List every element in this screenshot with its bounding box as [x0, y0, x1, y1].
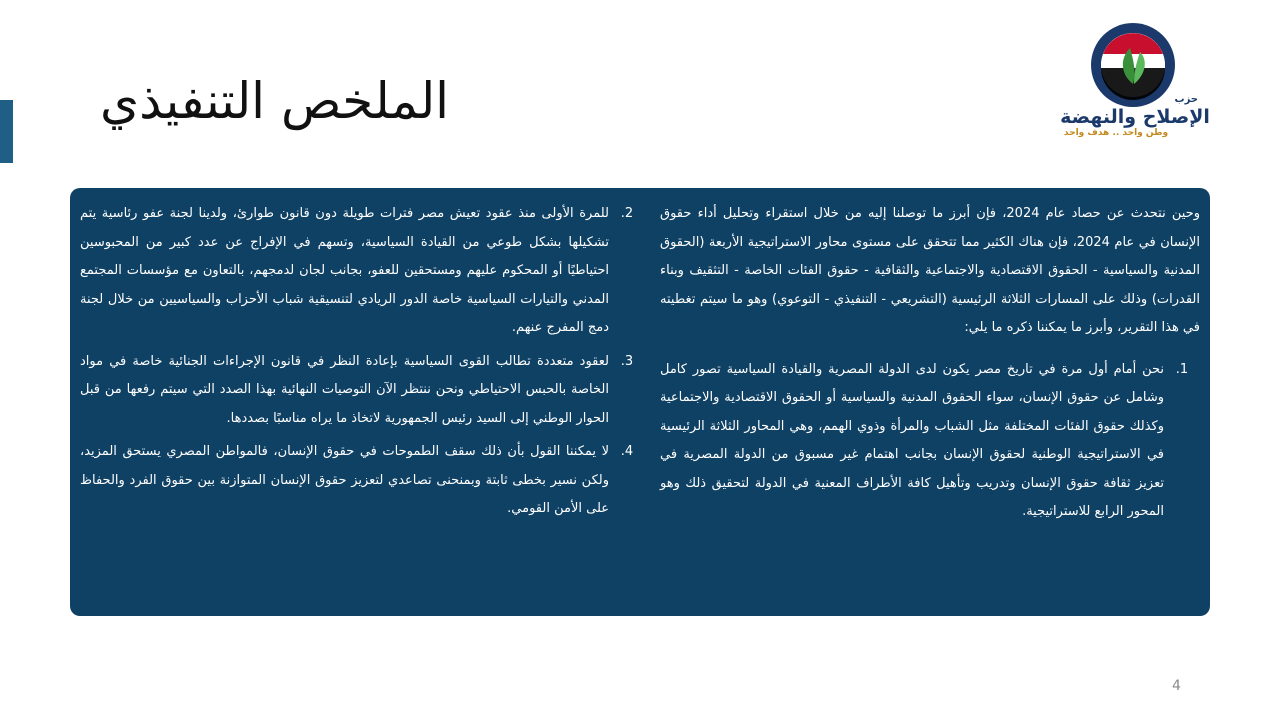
summary-panel: [70, 188, 1210, 616]
left-column: [80, 200, 645, 529]
list-item-number: 2.: [620, 206, 634, 221]
list-item: [80, 438, 645, 524]
list-item-text: لعقود متعددة تطالب القوى السياسية بإعادة النظر في قانون الإجراءات الجنائية خاصة في مواد الخاصة بالحبس الاحتياطي ونحن ننتظر الآن التوصيات النهائية بهذا الصدد التي سيتم رفعها من قبل الحوار الوطني إلى السيد رئيس الجمهورية لاتخاذ ما يراه مناسبًا بصددها.: [80, 353, 609, 426]
logo-party-word: حزب: [1174, 94, 1198, 105]
list-item-number: 3.: [620, 353, 634, 369]
party-logo: [1060, 22, 1210, 142]
logo-party-name: الإصلاح والنهضة: [1060, 106, 1210, 128]
list-item-text: نحن أمام أول مرة في تاريخ مصر يكون لدى الدولة المصرية والقيادة السياسية تصور كامل وشامل عن حقوق الإنسان، سواء الحقوق المدنية والسياسية أو الحقوق الاقتصادية والاجتماعية وكذلك حقوق الفئات المختلفة مثل الشباب والمرأة وذوي الهمم، وهي المحاور الثلاثة الرئيسية في الاستراتيجية الوطنية لحقوق الإنسان بجانب اهتمام غير مسبوق من الدولة المصرية في تعزيز ثقافة حقوق الإنسان وتدريب وتأهيل كافة الأطراف المعنية في الدولة لتحقيق ذلك وهو المحور الرابع للاستراتيجية.: [660, 361, 1164, 519]
page-number: 4: [1172, 678, 1181, 694]
page-title: الملخص التنفيذي: [100, 72, 450, 130]
list-item-number: 4.: [620, 444, 634, 459]
party-emblem-icon: [1090, 22, 1176, 108]
list-item: [80, 348, 645, 434]
list-item: [80, 200, 645, 343]
right-column: [660, 200, 1200, 532]
logo-slogan: وطن واحد .. هدف واحد: [1063, 128, 1169, 138]
intro-paragraph: وحين نتحدث عن حصاد عام 2024، فإن أبرز ما توصلنا إليه من خلال استقراء وتحليل أداء حقوق الإنسان في عام 2024، فإن هناك الكثير مما تتحقق على مستوى محاور الاستراتيجية الأربعة (الحقوق المدنية والسياسية - الحقوق الاقتصادية والاجتماعية والثقافية - حقوق الفئات الخاصة - التثقيف وبناء القدرات) وذلك على المسارات الثلاثة الرئيسية (التشريعي - التنفيذي - التوعوي) وهو ما سيتم تغطيته في هذا التقرير، وأبرز ما يمكننا ذكره ما يلي:: [660, 206, 1201, 335]
list-item: [660, 356, 1200, 527]
list-item-number: 1.: [1175, 361, 1189, 377]
list-item-text: لا يمكننا القول بأن ذلك سقف الطموحات في حقوق الإنسان، فالمواطن المصري يستحق المزيد، ولكن نسير بخطى ثابتة وبمنحنى تصاعدي لتعزيز حقوق الإنسان المتوازنة بين حقوق الفرد والحفاظ على الأمن القومي.: [80, 444, 609, 516]
title-accent-bar: [0, 100, 13, 163]
list-item-text: للمرة الأولى منذ عقود تعيش مصر فترات طويلة دون قانون طوارئ، ولدينا لجنة عفو رئاسية يتم تشكيلها بشكل طوعي من القيادة السياسية، وتسهم في الإفراج عن عدد كبير من المحبوسين احتياطيًا أو المحكوم عليهم ومستحقين للعفو، بجانب لجان لدمجهم، بالتعاون مع مؤسسات المجتمع المدني والتيارات السياسية خاصة الدور الريادي لتنسيقية شباب الأحزاب والسياسيين من خلال لجنة دمج المفرج عنهم.: [80, 206, 609, 335]
